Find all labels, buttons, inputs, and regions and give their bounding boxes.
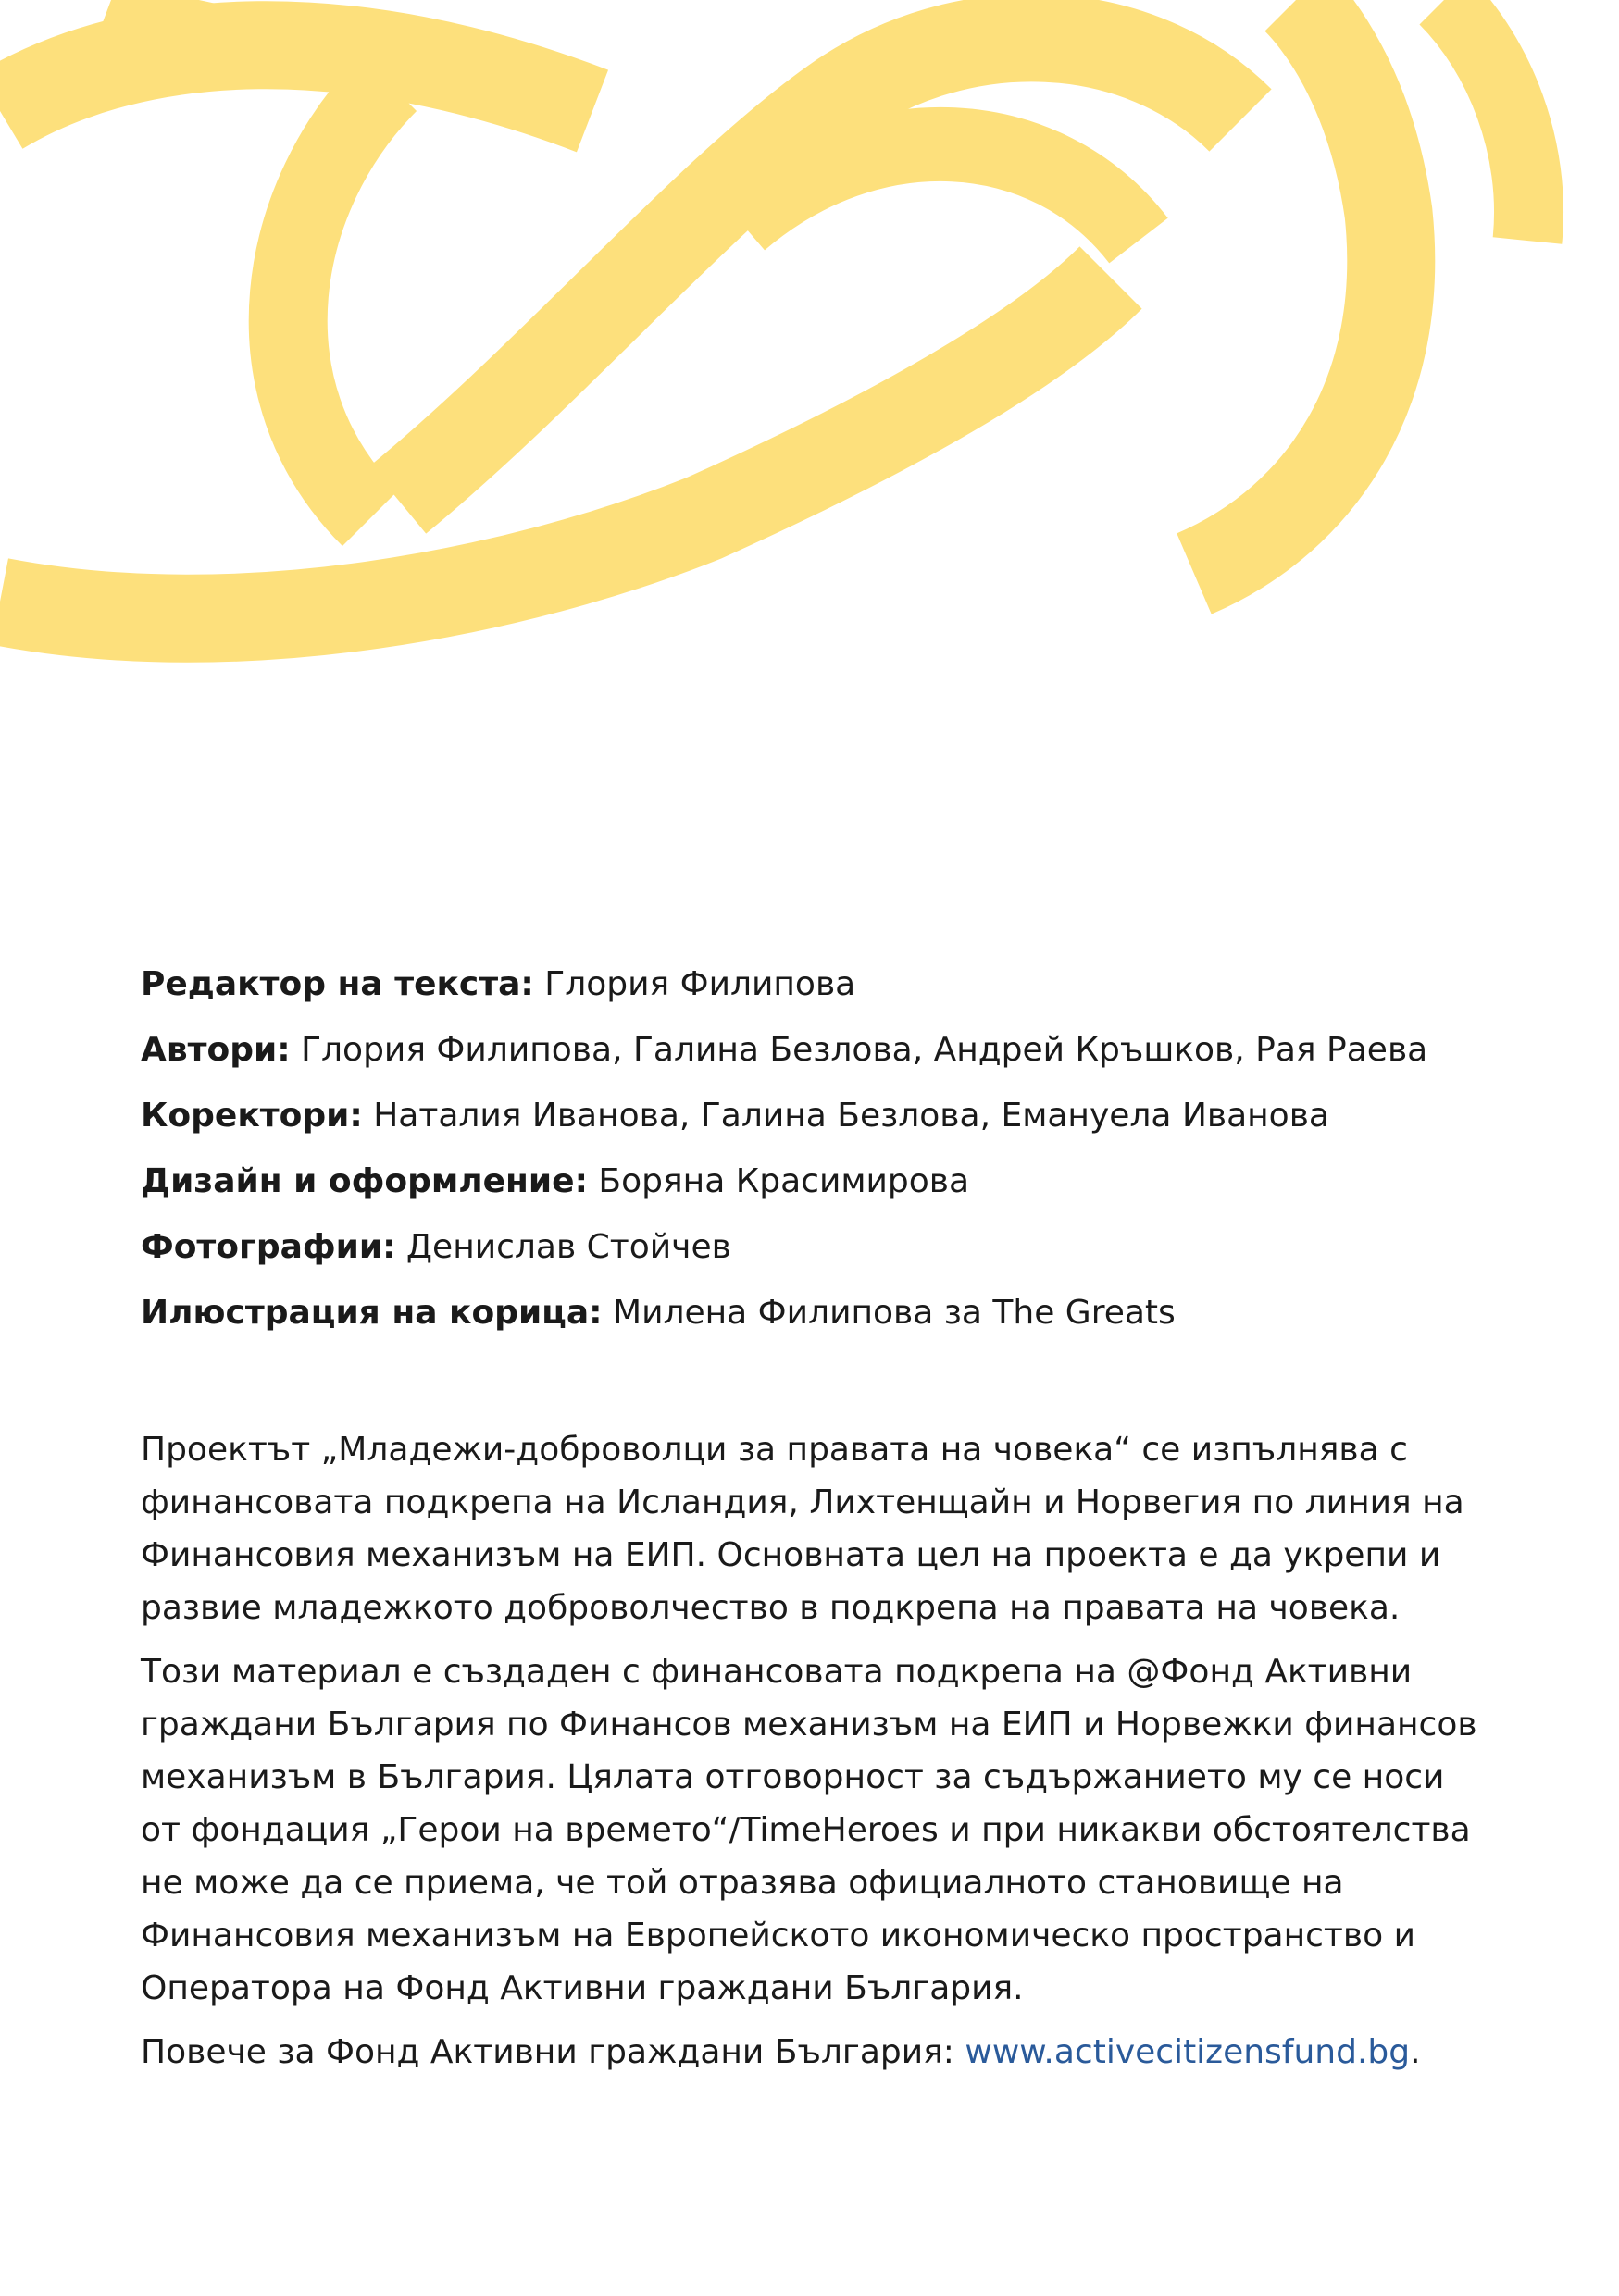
credit-editor <box>141 962 1474 1007</box>
funding-statement <box>141 1423 1488 2090</box>
yellow-brush-strokes-icon <box>0 0 1619 703</box>
credit-value: Глория Филипова <box>544 965 856 1003</box>
credit-value: Глория Филипова, Галина Безлова, Андрей Кръшков, Рая Раева <box>301 1031 1428 1069</box>
credit-value: Денислав Стойчев <box>405 1228 731 1266</box>
credit-role: Коректори: <box>141 1097 363 1135</box>
credit-photos <box>141 1225 1474 1270</box>
credit-proofreaders <box>141 1094 1474 1138</box>
credit-cover-illustration <box>141 1291 1474 1335</box>
disclaimer-paragraph: Този материал е създаден с финансовата подкрепа на @Фонд Активни граждани България по Финансов механизъм на ЕИП и Норвежки финансов механизъм в България. Цялата отговорност за съдържанието му се носи от фондация „Герои на времето“/TimeHeroes и при никакви обстоятелства не може да се приема, че той отразява официалното становище на Финансовия механизъм на Европейското икономическо пространство и Оператора на Фонд Активни граждани България. <box>141 1653 1477 2007</box>
fund-website-link[interactable]: www.activecitizensfund.bg <box>965 2033 1411 2071</box>
credit-authors <box>141 1028 1474 1073</box>
credit-value: Милена Филипова за The Greats <box>613 1294 1176 1332</box>
project-paragraph: Проектът „Младежи-доброволци за правата на човека“ се изпълнява с финансовата подкрепа на Исландия, Лихтенщайн и Норвегия по линия на Финансовия механизъм на ЕИП. Основната цел на проекта е да укрепи и развие младежкото доброволчество в подкрепа на правата на човека. <box>141 1431 1464 1627</box>
credit-value: Наталия Иванова, Галина Безлова, Емануела Иванова <box>373 1097 1329 1135</box>
credit-role: Дизайн и оформление: <box>141 1162 588 1200</box>
credit-role: Редактор на текста: <box>141 965 534 1003</box>
credit-role: Илюстрация на корица: <box>141 1294 603 1332</box>
more-info-paragraph <box>141 2026 1488 2079</box>
credit-role: Фотографии: <box>141 1228 396 1266</box>
credits-list <box>141 962 1474 1357</box>
credit-role: Автори: <box>141 1031 291 1069</box>
credit-value: Боряна Красимирова <box>598 1162 970 1200</box>
more-info-suffix: . <box>1410 2033 1421 2071</box>
credit-design <box>141 1160 1474 1204</box>
more-info-text: Повече за Фонд Активни граждани България: <box>141 2033 965 2071</box>
